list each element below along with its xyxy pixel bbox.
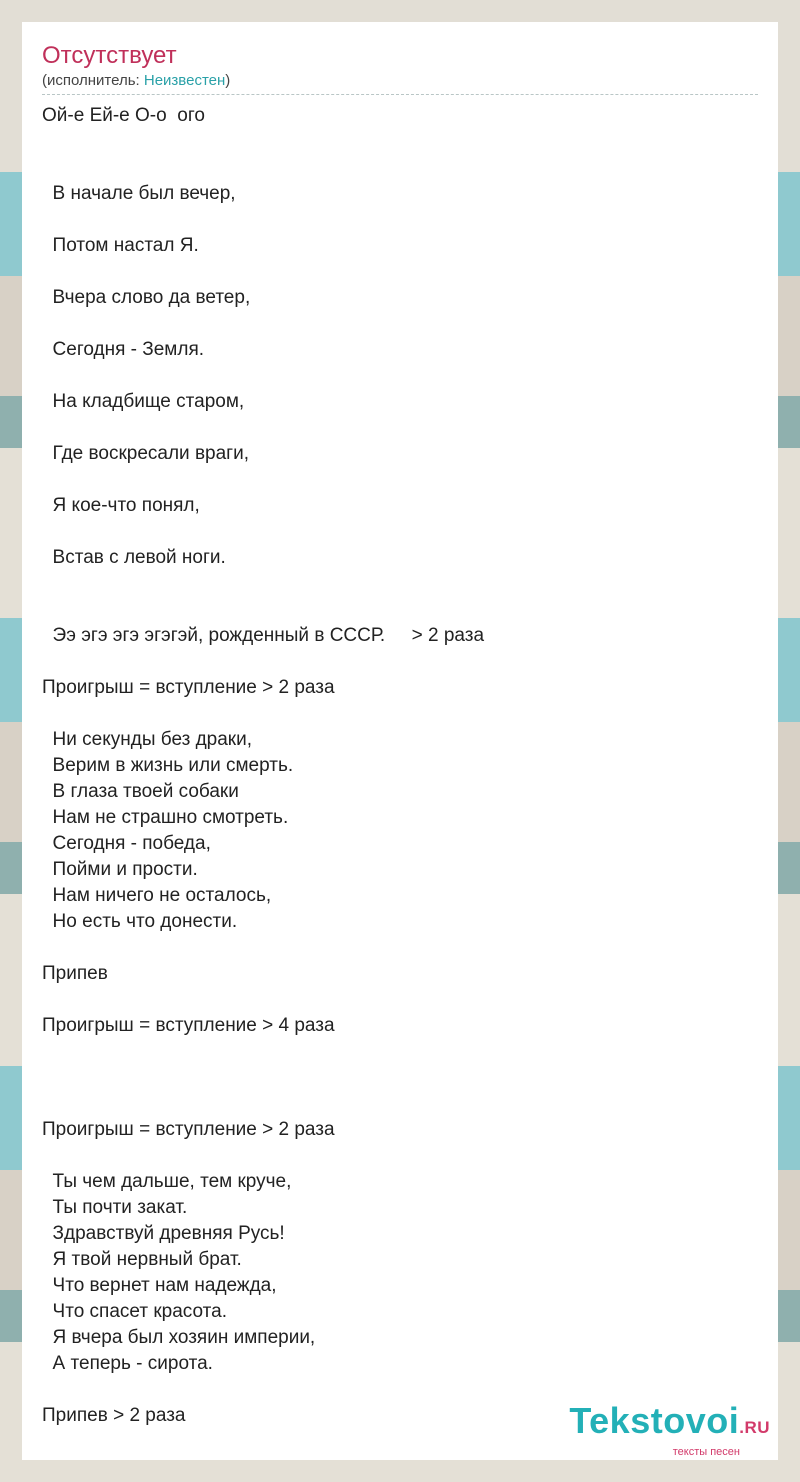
logo-suffix: .RU — [739, 1418, 770, 1437]
logo-wordmark — [569, 1400, 770, 1446]
lyrics-card — [22, 22, 778, 1460]
artist-prefix: (исполнитель: — [42, 72, 144, 89]
logo-main-text: Tekstovoi — [569, 1400, 740, 1441]
logo-subtitle: тексты песен — [672, 1446, 740, 1458]
artist-link[interactable]: Неизвестен — [143, 72, 226, 89]
artist-suffix: ) — [225, 72, 231, 89]
artist-line — [42, 72, 758, 95]
song-title: Отсутствует — [42, 42, 177, 69]
lyrics-text: Ой-е Ей-е О-о ого В начале был вечер, Потом настал Я. Вчера слово да ветер, Сегодня - Земля. На кладбище старом, Где воскресали враги, Я кое-что понял, Встав с левой ноги. Ээ эгэ эгэ эгэгэй, рожденный в СССР. > 2 раза Проигрыш = вступление > 2 раза Ни секунды без драки, Верим в жизнь или смерть. В глаза твоей собаки Нам не страшно смотреть. Сегодня - победа, Пойми и прости. Нам ничего не осталось, Но есть что донести. Припев Проигрыш = вступление > 4 раза Проигрыш = вступление > 2 раза Ты чем дальше, тем круче, Ты почти закат. Здравствуй древняя Русь! Я твой нервный брат. Что вернет нам надежда, Что спасет красота. Я вчера был хозяин империи, А теперь - сирота. Припев > 2 раза — [42, 105, 485, 1426]
site-logo[interactable] — [569, 1400, 770, 1458]
